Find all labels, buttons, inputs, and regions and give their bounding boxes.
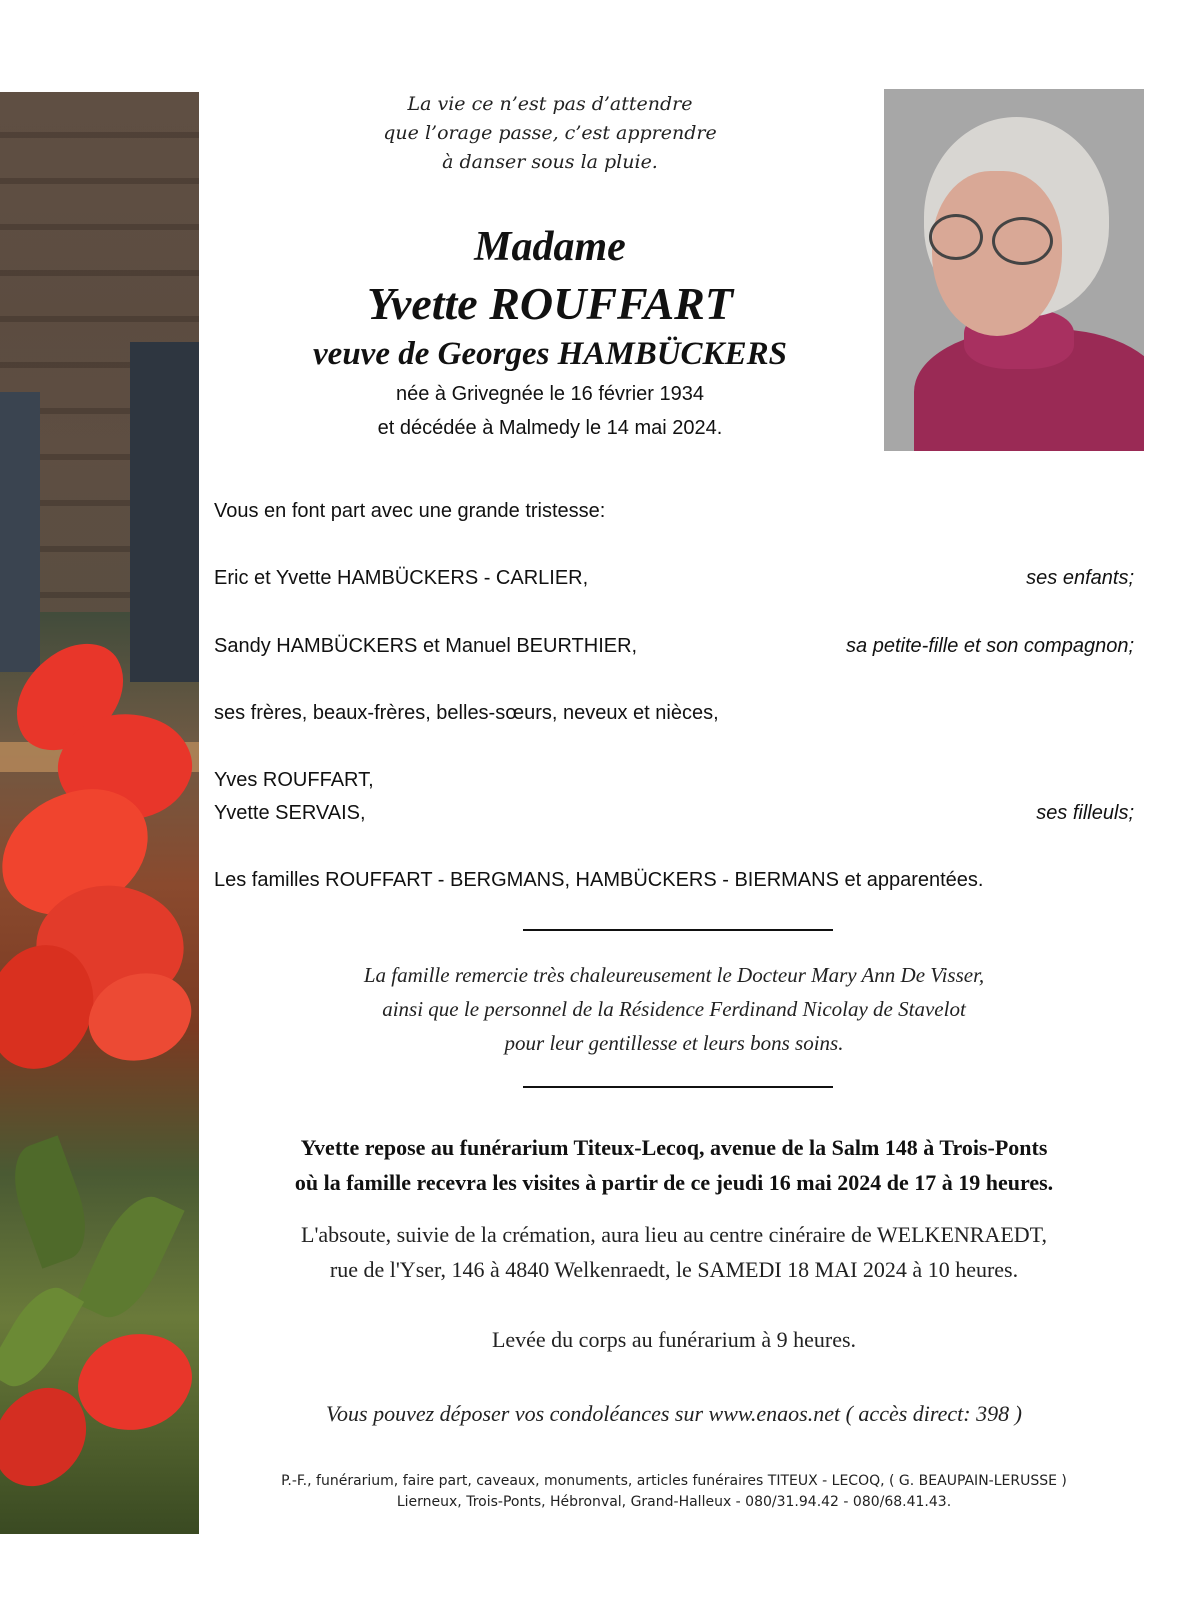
family-line [214, 800, 1134, 826]
flower-photo [0, 92, 199, 1534]
family-relation: ses filleuls; [1036, 802, 1134, 824]
intro-text: Vous en font part avec une grande tristesse: [214, 500, 606, 522]
birth-date: née à Grivegnée le 16 février 1934 [396, 383, 704, 405]
honorific: Madame [474, 224, 626, 270]
divider [523, 1086, 833, 1088]
death-date: et décédée à Malmedy le 14 mai 2024. [377, 417, 723, 439]
footer-line: Lierneux, Trois-Ponts, Hébronval, Grand-Halleux - 080/31.94.42 - 080/68.41.43. [396, 1494, 952, 1510]
family-names: ses frères, beaux-frères, belles-sœurs, neveux et nièces, [214, 702, 719, 724]
levee-info: Levée du corps au funérarium à 9 heures. [491, 1327, 857, 1352]
family-names: Yves ROUFFART, [214, 769, 374, 791]
visit-info [214, 1130, 1134, 1200]
portrait-photo [884, 89, 1144, 451]
family-line [214, 565, 1134, 591]
thanks-line: pour leur gentillesse et leurs bons soins. [504, 1031, 844, 1055]
ceremony-line: rue de l'Yser, 146 à 4840 Welkenraedt, le SAMEDI 18 MAI 2024 à 10 heures. [329, 1257, 1019, 1282]
family-names: Sandy HAMBÜCKERS et Manuel BEURTHIER, [214, 635, 638, 657]
family-line [214, 633, 1134, 659]
condolences-info: Vous pouvez déposer vos condoléances sur www.enaos.net ( accès direct: 398 ) [326, 1401, 1022, 1426]
visit-line: où la famille recevra les visites à partir de ce jeudi 16 mai 2024 de 17 à 19 heures. [294, 1170, 1054, 1195]
ceremony-info [214, 1217, 1134, 1287]
family-names: Eric et Yvette HAMBÜCKERS - CARLIER, [214, 567, 589, 589]
quote-line: à danser sous la pluie. [442, 151, 658, 173]
family-relation: sa petite-fille et son compagnon; [846, 635, 1134, 657]
family-line [214, 867, 1134, 893]
epigraph-quote [340, 90, 760, 177]
family-names: Yvette SERVAIS, [214, 802, 366, 824]
divider [523, 929, 833, 931]
family-line [214, 700, 1134, 726]
deceased-name: Yvette ROUFFART [367, 278, 733, 329]
footer-line: P.-F., funérarium, faire part, caveaux, monuments, articles funéraires TITEUX - LECOQ, ( G. BEAUPAIN-LERUSSE ) [281, 1473, 1067, 1489]
quote-line: que l’orage passe, c’est apprendre [383, 122, 717, 144]
visit-line: Yvette repose au funérarium Titeux-Lecoq, avenue de la Salm 148 à Trois-Ponts [300, 1135, 1048, 1160]
widow-of: veuve de Georges HAMBÜCKERS [313, 336, 787, 372]
family-relation: ses enfants; [1026, 567, 1134, 589]
quote-line: La vie ce n’est pas d’attendre [407, 93, 693, 115]
thanks-text [214, 958, 1134, 1060]
thanks-line: La famille remercie très chaleureusement le Docteur Mary Ann De Visser, [363, 963, 985, 987]
family-names: Les familles ROUFFART - BERGMANS, HAMBÜCKERS - BIERMANS et apparentées. [214, 869, 984, 891]
thanks-line: ainsi que le personnel de la Résidence Ferdinand Nicolay de Stavelot [382, 997, 966, 1021]
family-line [214, 767, 1134, 793]
dates [240, 377, 860, 445]
funeral-home-footer [214, 1471, 1134, 1513]
ceremony-line: L'absoute, suivie de la crémation, aura lieu au centre cinéraire de WELKENRAEDT, [301, 1222, 1047, 1247]
